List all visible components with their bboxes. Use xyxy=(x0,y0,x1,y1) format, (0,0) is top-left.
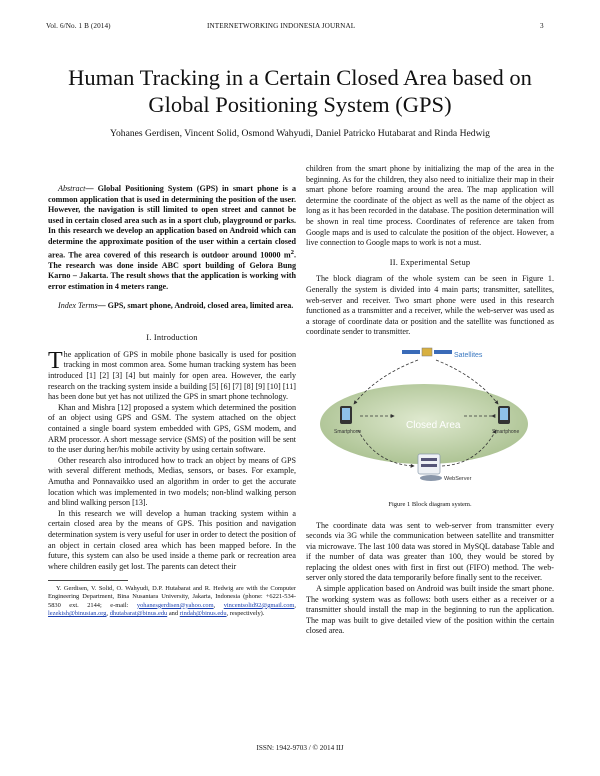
header-volume: Vol. 6/No. 1 B (2014) xyxy=(46,22,111,30)
email-link[interactable]: vincentsolid92@gmail.com xyxy=(223,601,295,609)
index-terms: Index Terms— GPS, smart phone, Android, closed area, limited area. xyxy=(58,300,294,310)
intro-paragraph-1: The application of GPS in mobile phone basically is used for position tracking in most common area. Some human tracking system has been introduced [1] [2] [3] [4] but mainly for open area. However, the early research on the tracking system inside a building [5] [6] [7] [8] [9] [10] [11] has been done but yet has not utilized the GPS in smart phone technology. xyxy=(48,347,296,402)
block-diagram xyxy=(306,338,554,498)
closed-area-label: Closed Area xyxy=(406,419,461,431)
smartphone-left-icon xyxy=(340,406,352,424)
webserver-icon xyxy=(418,454,442,481)
intro-paragraph-2: Khan and Mishra [12] proposed a system which determined the position of an object using GPS and GSM. The system attached on the object contained a single board system embedded with GPS, GSM modem, and ARM processor. A short message service (SMS) of the position will be sent to the user during her/his mobile activity by using certain software. xyxy=(48,402,296,455)
email-link[interactable]: rindah@binus.edu xyxy=(179,609,227,617)
footnote-divider xyxy=(48,580,128,581)
abstract: Abstract— Global Positioning System (GPS) in smart phone is a common application that is used in determining the position of the user. However, the navigation is still limited to open street and cannot be used in certain closed area such as in a sport club, playground or parks. In this research we develop an application based on Android which can determine the approximate position of the user within a certain closed area. The area covered of this research is outdoor around 10000 $m^2$. The research was done inside ABC sport building of Gelora Bung Karno – Jakarta. The result shows that the application is working with error estimation in 4 meters range. xyxy=(48,184,296,292)
author-footnote: Y. Gerdisen, V. Solid, O. Wahyudi, D.P. Hutabarat and R. Hedwig are with the Computer Engineering Department, Bina Nusantara University, Jakarta, Indonesia (phone: +6221-534-5830 ext. 2144; e-mail: yohanesgerdisen@yahoo.com, vincentsolid92@gmail.com, lezekish@binusian.org, dhutabarat@binus.edu and rindah@binus.edu, respectively). xyxy=(48,585,296,617)
setup-paragraph-1: The block diagram of the whole system can be seen in Figure 1. Generally the system is divided into 4 main parts; transmitter, satellites, web-server and receiver. Two smart phone were used in this research functioned as a transmitter and a receiver, while the web-server was used as a storage of coordinate data or position and the satellite was functioned as coordinate sender to transmitter. xyxy=(306,274,554,337)
author-list: Yohanes Gerdisen, Vincent Solid, Osmond Wahyudi, Daniel Patricko Hutabarat and Rinda Hedwig xyxy=(110,128,490,139)
intro-paragraph-3: Other research also introduced how to track an object by means of GPS with several different methods, Medias, sensors, or bases. For example, Amutha and Ponnavaikko used an algorithm in order to get the accurate location which was implemented in two models; non-blind walking person and blind walking person [13]. xyxy=(48,455,296,508)
webserver-label: WebServer xyxy=(444,475,472,482)
intro-paragraph-4: In this research we will develop a human tracking system within a certain closed area by the means of GPS. This position and navigation determination system is very useful for user in order to detect the position of an object in certain closed area which has been mapped before. In the future, this system can also be used inside a theme park or recreation area where children easily get lost. The parents can detect their xyxy=(48,508,296,571)
satellite-icon xyxy=(402,348,452,356)
email-link[interactable]: lezekish@binusian.org xyxy=(48,609,107,617)
drop-cap: T xyxy=(48,347,63,374)
header-page-number: 3 xyxy=(540,22,544,30)
email-link[interactable]: yohanesgerdisen@yahoo.com xyxy=(136,601,214,609)
figure-block-diagram xyxy=(306,338,554,498)
paper-title: Human Tracking in a Certain Closed Area based on Global Positioning System (GPS) xyxy=(68,65,532,117)
figure-caption: Figure 1 Block diagram system. xyxy=(388,500,472,508)
right-paragraph-1: children from the smart phone by initializing the map of the area in the beginning. As for the children, they also need to initialize their map in their smart phone before roaming around the area. The map application will determine the coordinate of the object as well as the name of the object as long as it has been recorded in the database. The position determination will be shown in real time process. Coordinates of reference are taken from Google maps and is used to calculate the position of the object. However, a live connection to Google maps to work is not a must. xyxy=(306,164,554,248)
smartphone-left-label: Smartphone xyxy=(334,428,362,435)
header-journal: INTERNETWORKING INDONESIA JOURNAL xyxy=(207,22,356,30)
smartphone-right-icon xyxy=(498,406,510,424)
setup-paragraph-2: The coordinate data was sent to web-server from transmitter every seconds via 3G while the communication between satellite and transmitter via microwave. The last 100 data was stored in MySQL database Table and if the number of data was greater than 100, they would be stored by replacing the oldest ones with first in first out (FIFO) method. The web-server only stored the data temporarily before finally sent to the receiver. xyxy=(306,520,554,583)
left-column xyxy=(48,184,296,618)
right-column xyxy=(306,164,554,637)
satellite-label: Satellites xyxy=(454,351,483,359)
section-heading-experimental-setup: II. Experimental Setup xyxy=(389,257,471,267)
smartphone-right-label: Smartphone xyxy=(492,428,520,435)
email-link[interactable]: dhutabarat@binus.edu xyxy=(109,609,168,617)
setup-paragraph-3: A simple application based on Android was built inside the smart phone. The working system was as follows: both users either as a receiver or a transmitter should install the map in the beginning to run the application. The map was built to give detailed view of the position within the certain closed area. xyxy=(306,584,554,636)
section-heading-introduction: I. Introduction xyxy=(146,333,198,343)
page-footer: ISSN: 1942-9703 / © 2014 IIJ xyxy=(256,744,344,752)
